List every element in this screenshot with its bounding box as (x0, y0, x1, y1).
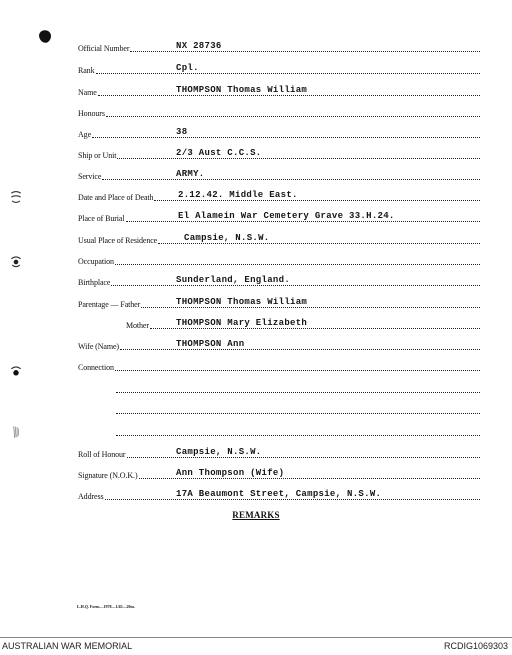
field-label: Name (78, 88, 97, 97)
field-value: ARMY. (176, 169, 205, 179)
field-value: 17A Beaumont Street, Campsie, N.S.W. (176, 489, 382, 499)
field-value: El Alamein War Cemetery Grave 33.H.24. (178, 211, 395, 221)
field-connection (0, 359, 512, 373)
field-address (0, 488, 512, 502)
field-label: Signature (N.O.K.) (78, 471, 138, 480)
field-label: Wife (Name) (78, 342, 119, 351)
field-place-of-burial (0, 210, 512, 224)
field-label: Place of Burial (78, 214, 125, 223)
field-label: Connection (78, 363, 114, 372)
field-label: Official Number (78, 44, 130, 53)
field-label: Mother (126, 321, 149, 330)
field-value: Cpl. (176, 63, 199, 73)
field-official-number (0, 40, 512, 54)
field-label: Age (78, 130, 92, 139)
field-label: Occupation (78, 257, 114, 266)
field-label: Service (78, 172, 102, 181)
field-mother (0, 317, 512, 331)
form-reference: L.H.Q. Form—1978—1/45—20m. (77, 604, 135, 609)
field-rank (0, 62, 512, 76)
field-value: Campsie, N.S.W. (184, 233, 270, 243)
remarks-heading: REMARKS (232, 510, 280, 520)
field-label: Parentage — Father (78, 300, 141, 309)
field-birthplace (0, 274, 512, 288)
field-label: Usual Place of Residence (78, 236, 158, 245)
field-date-place-of-death (0, 189, 512, 203)
connection-blank-line (0, 381, 512, 395)
field-value: Ann Thompson (Wife) (176, 468, 285, 478)
field-age (0, 126, 512, 140)
connection-blank-line (0, 402, 512, 416)
field-label: Rank (78, 66, 95, 75)
field-signature-nok (0, 467, 512, 481)
field-wife-name (0, 338, 512, 352)
field-label: Address (78, 492, 104, 501)
field-service (0, 168, 512, 182)
field-name (0, 84, 512, 98)
archive-name: AUSTRALIAN WAR MEMORIAL (2, 641, 133, 651)
field-value: 2/3 Aust C.C.S. (176, 148, 262, 158)
field-usual-place-of-residence (0, 232, 512, 246)
field-value: THOMPSON Mary Elizabeth (176, 318, 308, 328)
field-value: Sunderland, England. (176, 275, 291, 285)
field-label: Ship or Unit (78, 151, 117, 160)
archive-footer (0, 637, 512, 655)
field-label: Honours (78, 109, 105, 118)
field-label: Date and Place of Death (78, 193, 154, 202)
field-label: Birthplace (78, 278, 111, 287)
field-roll-of-honour (0, 446, 512, 460)
record-id: RCDIG1069303 (443, 641, 508, 651)
field-value: THOMPSON Thomas William (176, 85, 308, 95)
field-value: NX 28736 (176, 41, 222, 51)
field-value: Campsie, N.S.W. (176, 447, 262, 457)
field-value: THOMPSON Ann (176, 339, 245, 349)
field-honours (0, 105, 512, 119)
field-value: 38 (176, 127, 188, 137)
field-value: 2.12.42. Middle East. (178, 190, 298, 200)
field-label: Roll of Honour (78, 450, 126, 459)
connection-blank-line (0, 424, 512, 438)
field-parentage-father (0, 296, 512, 310)
field-ship-or-unit (0, 147, 512, 161)
field-value: THOMPSON Thomas William (176, 297, 308, 307)
field-occupation (0, 253, 512, 267)
